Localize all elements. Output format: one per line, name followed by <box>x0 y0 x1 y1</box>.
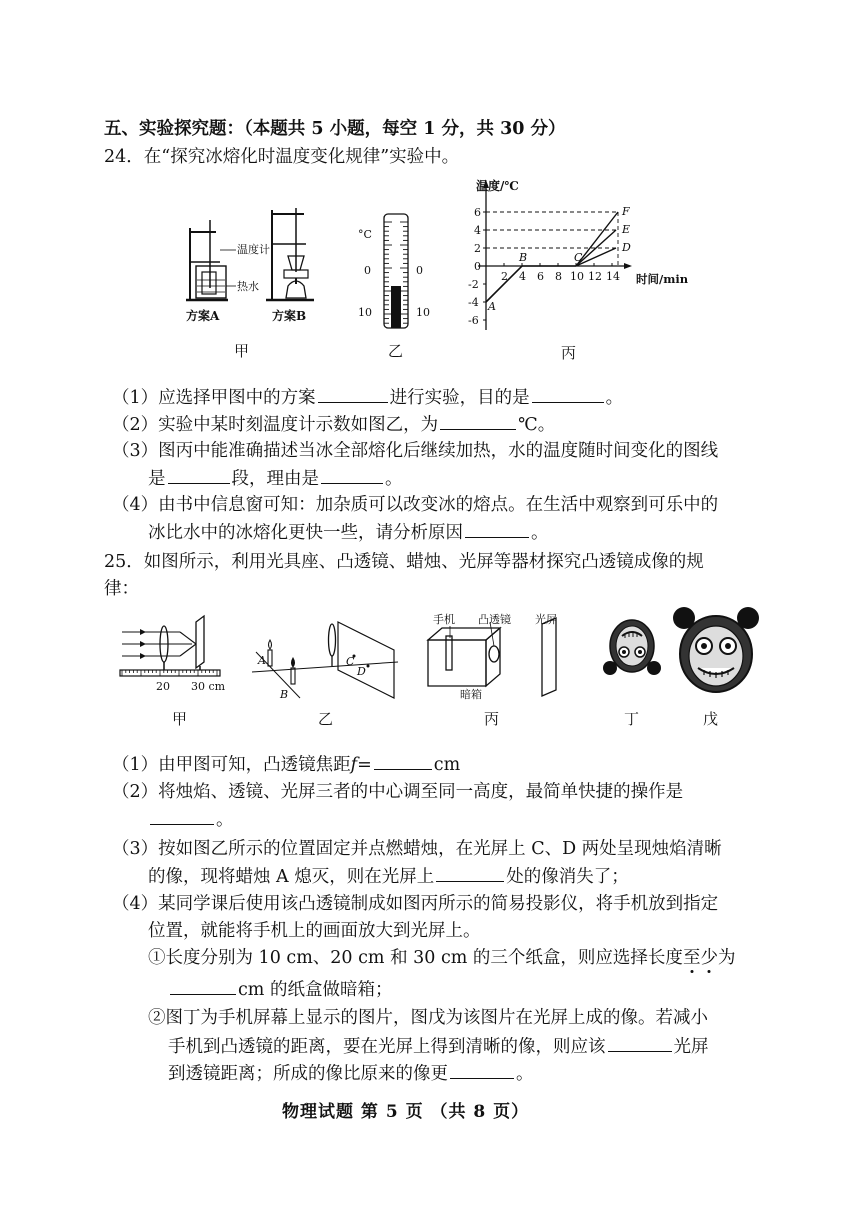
graph-point-b: B <box>519 251 528 264</box>
graph-xtick: 4 <box>519 270 526 283</box>
q25-item-4-sub1-line1: ①长度分别为 10 cm、20 cm 和 30 cm 的三个纸盒，则应选择长度至少为 <box>148 948 736 968</box>
graph-ytick: 4 <box>474 224 481 237</box>
graph-point-e: E <box>622 223 631 236</box>
q25-item-4-line2: 位置，就能将手机上的画面放大到光屏上。 <box>148 921 481 941</box>
graph-xtick: 10 <box>570 270 584 283</box>
q24-item-4-line2: 冰比水中的冰熔化更快一些，请分析原因 。 <box>148 520 549 545</box>
q25-caption-yi: 乙 <box>318 710 334 728</box>
answer-blank[interactable] <box>318 385 388 403</box>
answer-blank[interactable] <box>150 807 214 825</box>
q25-item-3-line2: 的像，现将蜡烛 A 熄灭，则在光屏上 处的像消失了； <box>148 864 629 889</box>
page-footer: 物理试题 第 5 页 （共 8 页） <box>282 1102 530 1122</box>
candle-a-label: A <box>258 654 266 667</box>
answer-blank[interactable] <box>374 752 432 770</box>
image-c-label: C <box>346 655 355 668</box>
label-screen: 光屏 <box>535 613 557 626</box>
graph-point-f: F <box>622 205 630 218</box>
q25-item-4-sub1-line2: cm 的纸盒做暗箱； <box>168 977 392 1002</box>
section-title: 五、实验探究题：（本题共 5 小题，每空 1 分，共 30 分） <box>104 119 566 139</box>
q24-caption-bing: 丙 <box>561 344 577 362</box>
graph-xlabel: 时间/min <box>636 272 689 286</box>
bench-tick-30: 30 cm <box>191 680 226 693</box>
label-lens: 凸透镜 <box>478 613 511 626</box>
thermometer-unit: °C <box>358 228 372 241</box>
answer-blank[interactable] <box>321 466 383 484</box>
q25-item-4-sub2-line3: 到透镜距离；所成的像比原来的像更 。 <box>168 1061 534 1086</box>
answer-blank[interactable] <box>170 977 236 995</box>
label-dark-box: 暗箱 <box>460 688 482 701</box>
answer-blank[interactable] <box>532 385 604 403</box>
q25-item-2-line2: 。 <box>148 807 234 832</box>
graph-ytick: 6 <box>474 206 481 219</box>
q25-caption-wu: 戊 <box>703 710 719 728</box>
label-scheme-a: 方案A <box>186 309 220 323</box>
graph-xtick: 2 <box>501 270 508 283</box>
answer-blank[interactable] <box>440 412 516 430</box>
thermometer-right-tick-10: 10 <box>416 306 430 319</box>
q24-item-1: （1）应选择甲图中的方案 进行实验，目的是 。 <box>112 385 623 410</box>
q25-item-1: （1）由甲图可知，凸透镜焦距f= cm <box>112 752 460 777</box>
thermometer-right-tick-0: 0 <box>416 264 423 277</box>
graph-xtick: 12 <box>588 270 602 283</box>
candle-b-label: B <box>280 688 289 701</box>
graph-xtick: 8 <box>555 270 562 283</box>
graph-ytick: -6 <box>468 314 479 327</box>
q24-caption-jia: 甲 <box>234 342 250 360</box>
graph-ytick: 0 <box>474 260 481 273</box>
q25-fig-wu-image <box>668 604 764 696</box>
graph-ytick: -2 <box>468 278 479 291</box>
label-thermometer: 温度计 <box>237 243 270 256</box>
answer-blank[interactable] <box>436 864 504 882</box>
graph-xtick: 6 <box>537 270 544 283</box>
graph-point-a: A <box>488 300 496 313</box>
answer-blank[interactable] <box>168 466 230 484</box>
answer-blank[interactable] <box>608 1034 672 1052</box>
q24-caption-yi: 乙 <box>388 342 404 360</box>
q25-item-4-sub2-line2: 手机到凸透镜的距离，要在光屏上得到清晰的像，则应该 光屏 <box>168 1034 709 1059</box>
q25-item-4-sub2-line1: ②图丁为手机屏幕上显示的图片，图戊为该图片在光屏上成的像。若减小 <box>148 1008 708 1028</box>
q24-item-3-line1: （3）图丙中能准确描述当冰全部熔化后继续加热，水的温度随时间变化的图线 <box>112 441 719 461</box>
graph-ylabel: 温度/℃ <box>476 179 519 193</box>
graph-ytick: 2 <box>474 242 481 255</box>
graph-xtick: 14 <box>606 270 620 283</box>
q25-fig-ding-picture <box>600 612 664 682</box>
bench-tick-20: 20 <box>156 680 170 693</box>
q25-item-4-line1: （4）某同学课后使用该凸透镜制成如图丙所示的简易投影仪，将手机放到指定 <box>112 894 719 914</box>
q25-caption-ding: 丁 <box>624 710 640 728</box>
thermometer-left-tick-10: 10 <box>358 306 372 319</box>
answer-blank[interactable] <box>450 1061 514 1079</box>
graph-point-c: C <box>574 251 583 264</box>
answer-blank[interactable] <box>465 520 529 538</box>
q25-item-3-line1: （3）按如图乙所示的位置固定并点燃蜡烛，在光屏上 C、D 两处呈现烛焰清晰 <box>112 839 722 859</box>
q25-fig-yi-candles <box>250 610 400 705</box>
thermometer-left-tick-0: 0 <box>364 264 371 277</box>
q25-caption-jia: 甲 <box>172 710 188 728</box>
image-d-label: D <box>357 665 366 678</box>
q24-stem: 24．在“探究冰熔化时温度变化规律”实验中。 <box>104 147 460 167</box>
label-scheme-b: 方案B <box>272 309 307 323</box>
graph-ytick: -4 <box>468 296 479 309</box>
graph-point-d: D <box>622 241 631 254</box>
q25-stem-line2: 律： <box>104 579 139 599</box>
label-phone: 手机 <box>433 613 455 626</box>
q24-item-4-line1: （4）由书中信息窗可知：加杂质可以改变冰的熔点。在生活中观察到可乐中的 <box>112 495 719 515</box>
label-hot-water: 热水 <box>237 280 259 293</box>
q25-caption-bing: 丙 <box>484 710 500 728</box>
q24-item-3-line2: 是 段，理由是 。 <box>148 466 403 491</box>
q24-item-2: （2）实验中某时刻温度计示数如图乙，为 ℃。 <box>112 412 555 437</box>
q25-stem-line1: 25．如图所示，利用光具座、凸透镜、蜡烛、光屏等器材探究凸透镜成像的规 <box>104 552 704 572</box>
q25-item-2-line1: （2）将烛焰、透镜、光屏三者的中心调至同一高度，最简单快捷的操作是 <box>112 782 684 802</box>
